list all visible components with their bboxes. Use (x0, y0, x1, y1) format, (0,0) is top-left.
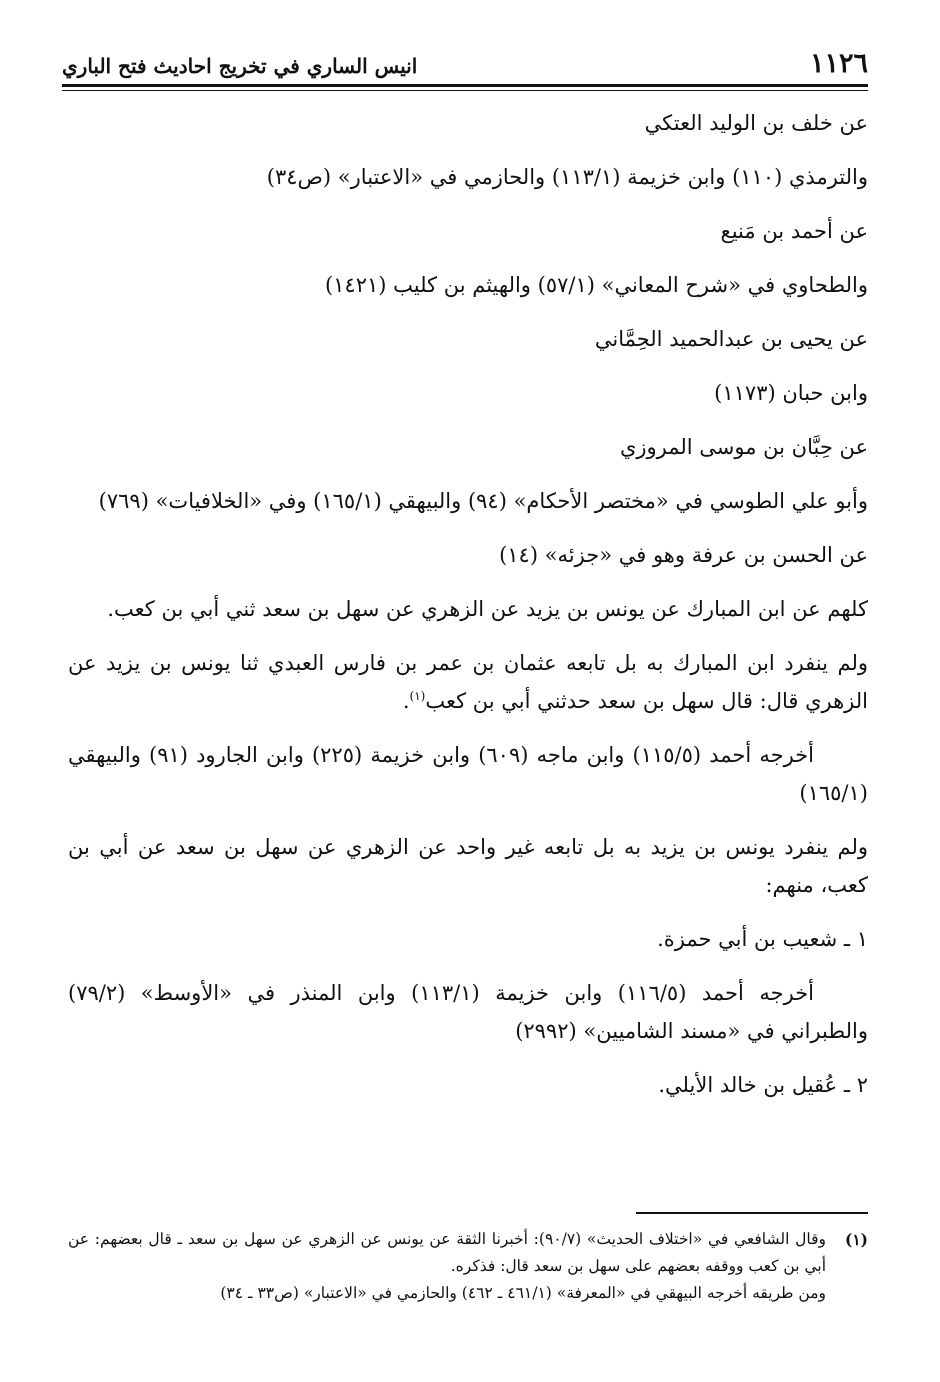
main-text (68, 104, 868, 1120)
footnote-marker[interactable]: (١) (409, 689, 426, 703)
footnote-line: ومن طريقه أخرجه البيهقي في «المعرفة» (٤٦١/١ ـ ٤٦٢) والحازمي في «الاعتبار» (ص٣٣ ـ ٣٤) (220, 1284, 826, 1302)
footnote-separator (636, 1212, 868, 1214)
list-item: ٢ ـ عُقيل بن خالد الأيلي. (658, 1073, 868, 1097)
running-title: انيس الساري في تخريج احاديث فتح الباري (62, 54, 418, 78)
paragraph: وابن حبان (١١٧٣) (714, 381, 868, 405)
paragraph: ولم ينفرد يونس بن يزيد به بل تابعه غير واحد عن الزهري عن سهل بن سعد عن أبي بن كعب، منهم: (68, 835, 868, 897)
paragraph: عن يحيى بن عبدالحميد الحِمَّاني (594, 327, 868, 351)
header-rule-thick (62, 84, 868, 87)
paragraph: والترمذي (١١٠) وابن خزيمة (١١٣/١) والحازمي في «الاعتبار» (ص٣٤) (266, 165, 868, 189)
paragraph-with-footnote: ولم ينفرد ابن المبارك به بل تابعه عثمان بن عمر بن فارس العبدي ثنا يونس بن يزيد عن الزهري قال: قال سهل بن سعد حدثني أبي بن كعب$^{(١)}$. (68, 651, 868, 713)
paragraph: عن الحسن بن عرفة وهو في «جزئه» (١٤) (499, 543, 868, 567)
footnote (68, 1226, 868, 1307)
list-item: ١ ـ شعيب بن أبي حمزة. (657, 927, 868, 951)
paragraph: عن حِبَّان بن موسى المروزي (619, 435, 868, 459)
paragraph: أخرجه أحمد (١١٦/٥) وابن خزيمة (١١٣/١) وابن المنذر في «الأوسط» (٧٩/٢) والطبراني في «مسند الشاميين» (٢٩٩٢) (68, 981, 868, 1043)
paragraph: كلهم عن ابن المبارك عن يونس بن يزيد عن الزهري عن سهل بن سعد ثني أبي بن كعب. (107, 597, 868, 621)
page-number: ١١٢٦ (809, 48, 868, 79)
paragraph: أخرجه أحمد (١١٥/٥) وابن ماجه (٦٠٩) وابن خزيمة (٢٢٥) وابن الجارود (٩١) والبيهقي (١٦٥/١) (68, 743, 868, 805)
footnote-line: وقال الشافعي في «اختلاف الحديث» (٩٠/٧): أخبرنا الثقة عن يونس عن الزهري عن سهل بن سعد ـ قال بعضهم: عن أبي بن كعب ووقفه بعضهم على سهل بن سعد قال: فذكره. (68, 1230, 826, 1275)
paragraph: عن أحمد بن مَنيع (720, 219, 868, 243)
paragraph: والطحاوي في «شرح المعاني» (٥٧/١) والهيثم بن كليب (١٤٢١) (324, 273, 868, 297)
header-rule-thin (62, 90, 868, 91)
footnote-number: (١) (844, 1230, 868, 1249)
page-header (62, 44, 868, 84)
footnotes (68, 1226, 868, 1307)
paragraph-text: ولم ينفرد ابن المبارك به بل تابعه عثمان بن عمر بن فارس العبدي ثنا يونس بن يزيد عن الزهري قال: قال سهل بن سعد حدثني أبي بن كعب (68, 651, 868, 713)
paragraph: وأبو علي الطوسي في «مختصر الأحكام» (٩٤) والبيهقي (١٦٥/١) وفي «الخلافيات» (٧٦٩) (98, 489, 868, 513)
paragraph: عن خلف بن الوليد العتكي (644, 111, 868, 135)
footnote-text (68, 1226, 826, 1307)
